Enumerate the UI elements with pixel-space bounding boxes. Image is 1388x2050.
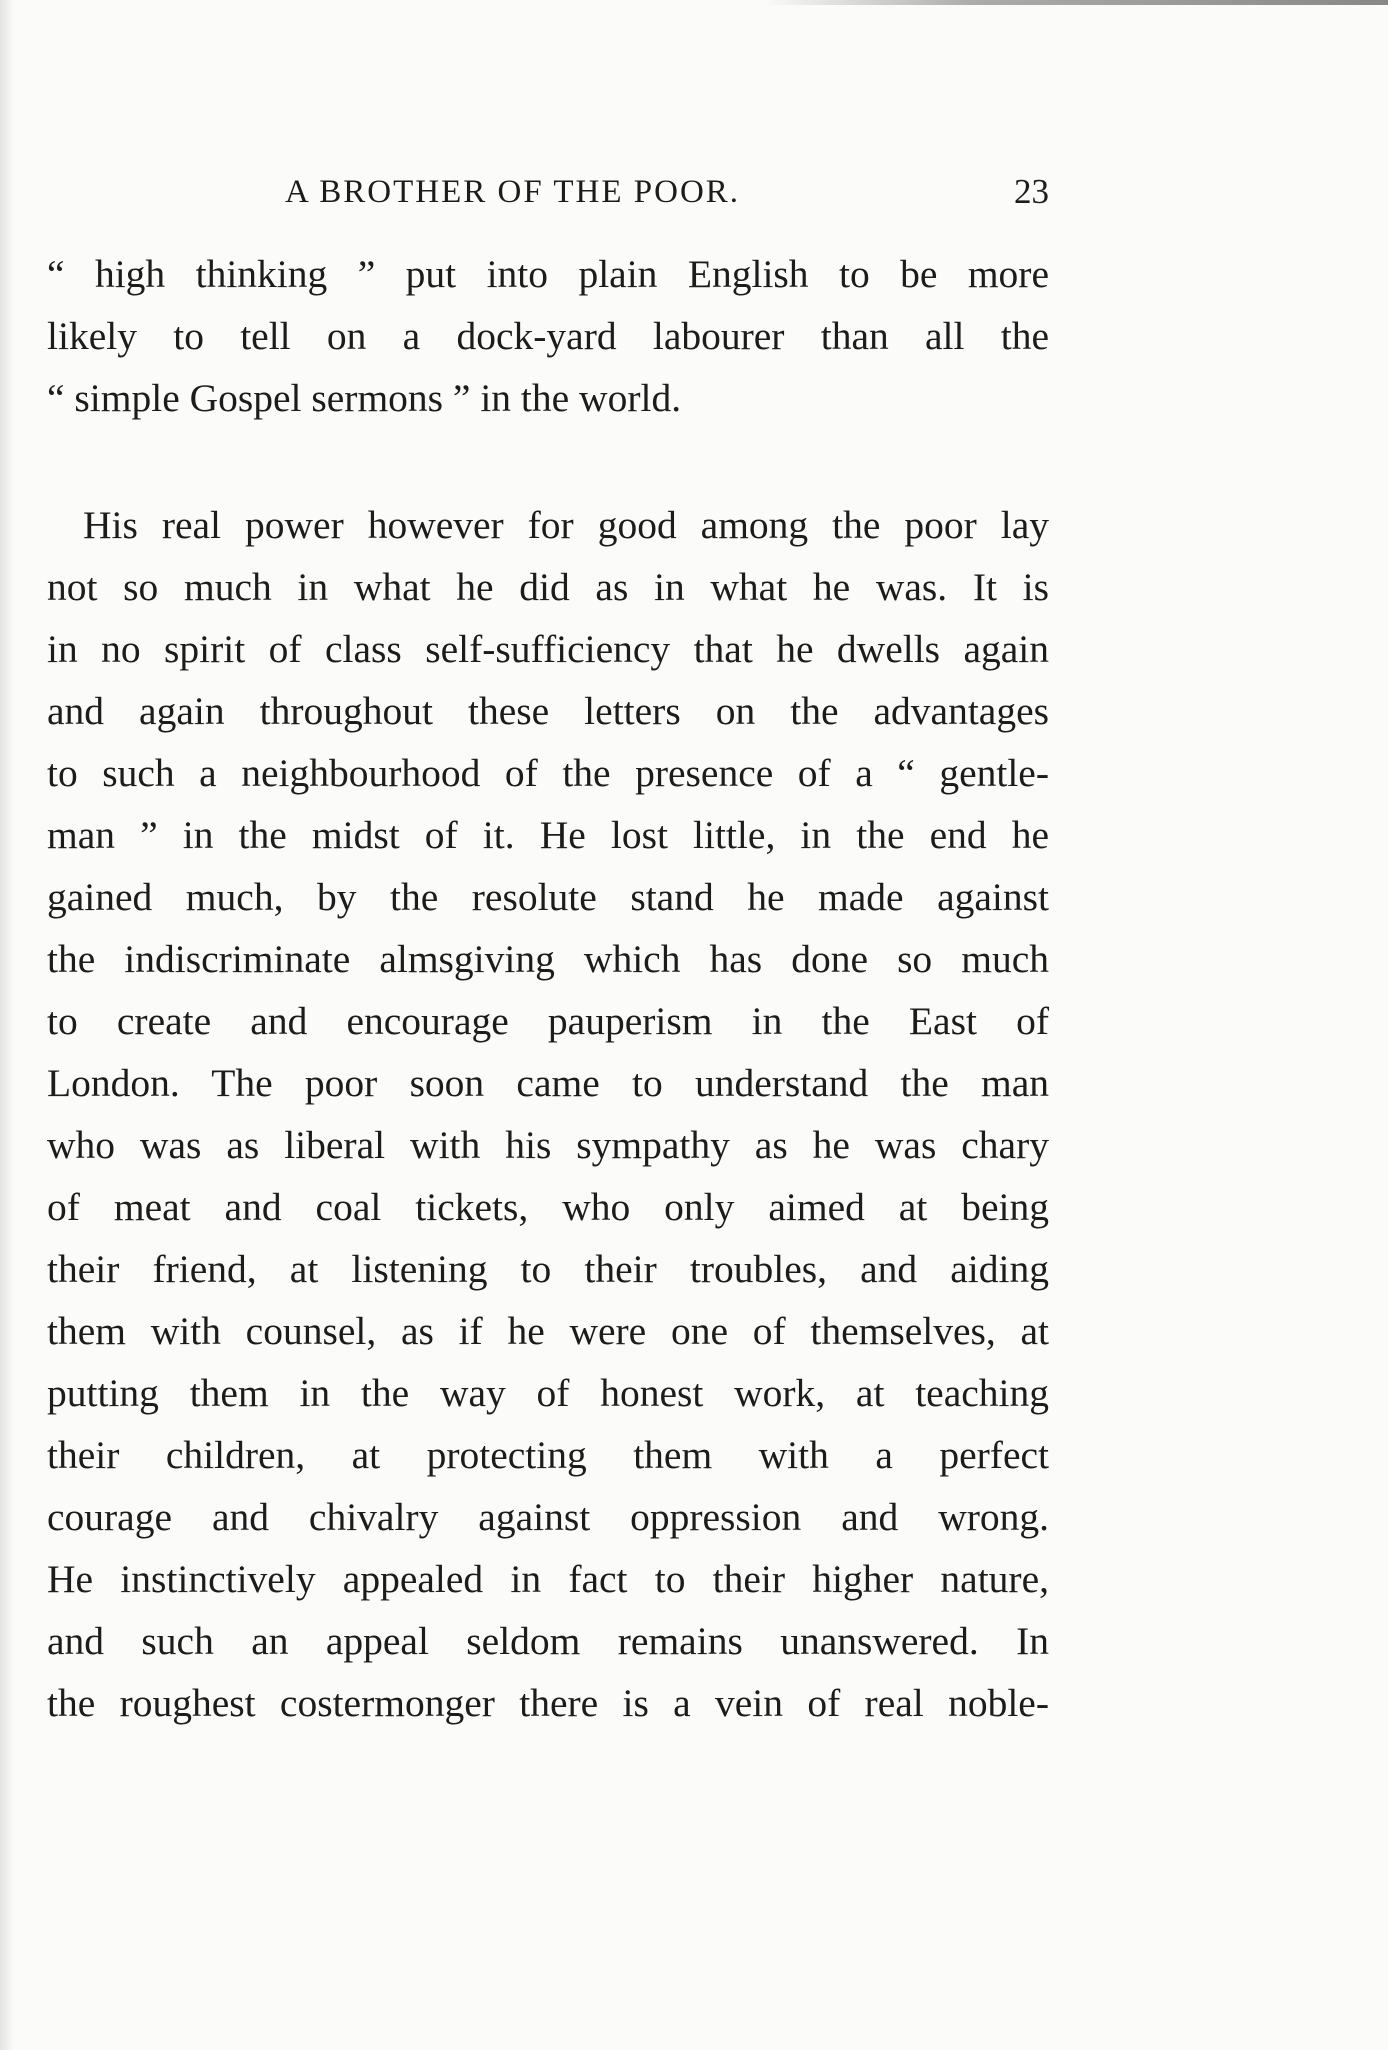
paragraph-break: [47, 429, 1049, 494]
binding-shadow: [0, 0, 14, 2050]
text-line: who was as liberal with his sympathy as he was chary: [47, 1123, 1049, 1167]
text-line: “ high thinking ” put into plain English to be more: [47, 252, 1049, 296]
body-text: [47, 243, 1049, 1734]
text-line: and again throughout these letters on the advantages: [47, 689, 1049, 733]
text-line: not so much in what he did as in what he was. It is: [47, 565, 1049, 609]
paragraph-continuation: [47, 243, 1049, 429]
text-line: to such a neighbourhood of the presence of a “ gentle-: [47, 751, 1049, 795]
text-line: “ simple Gospel sermons ” in the world.: [47, 376, 682, 420]
running-head: A BROTHER OF THE POOR.: [285, 174, 741, 210]
text-line: man ” in the midst of it. He lost little, in the end he: [47, 813, 1049, 857]
text-line: His real power however for good among the poor lay: [83, 503, 1049, 547]
text-line: the roughest costermonger there is a vein of real noble-: [47, 1681, 1049, 1725]
text-line: courage and chivalry against oppression and wrong.: [47, 1495, 1049, 1539]
text-line: He instinctively appealed in fact to their higher nature,: [47, 1557, 1049, 1601]
text-line: London. The poor soon came to understand the man: [47, 1061, 1049, 1105]
text-line: their children, at protecting them with a perfect: [47, 1433, 1049, 1477]
paragraph: [47, 494, 1049, 1734]
page-edge-shadow: [0, 0, 1388, 5]
text-line: likely to tell on a dock-yard labourer than all the: [47, 314, 1049, 358]
text-line: putting them in the way of honest work, at teaching: [47, 1371, 1049, 1415]
text-line: them with counsel, as if he were one of themselves, at: [47, 1309, 1049, 1353]
text-line: of meat and coal tickets, who only aimed at being: [47, 1185, 1049, 1229]
text-line: the indiscriminate almsgiving which has done so much: [47, 937, 1049, 981]
text-line: their friend, at listening to their troubles, and aiding: [47, 1247, 1049, 1291]
page-number: 23: [1014, 172, 1049, 211]
page-header: [47, 165, 1049, 219]
text-line: and such an appeal seldom remains unanswered. In: [47, 1619, 1049, 1663]
text-line: to create and encourage pauperism in the East of: [47, 999, 1049, 1043]
text-line: gained much, by the resolute stand he made against: [47, 875, 1049, 919]
text-line: in no spirit of class self-sufficiency that he dwells again: [47, 627, 1049, 671]
